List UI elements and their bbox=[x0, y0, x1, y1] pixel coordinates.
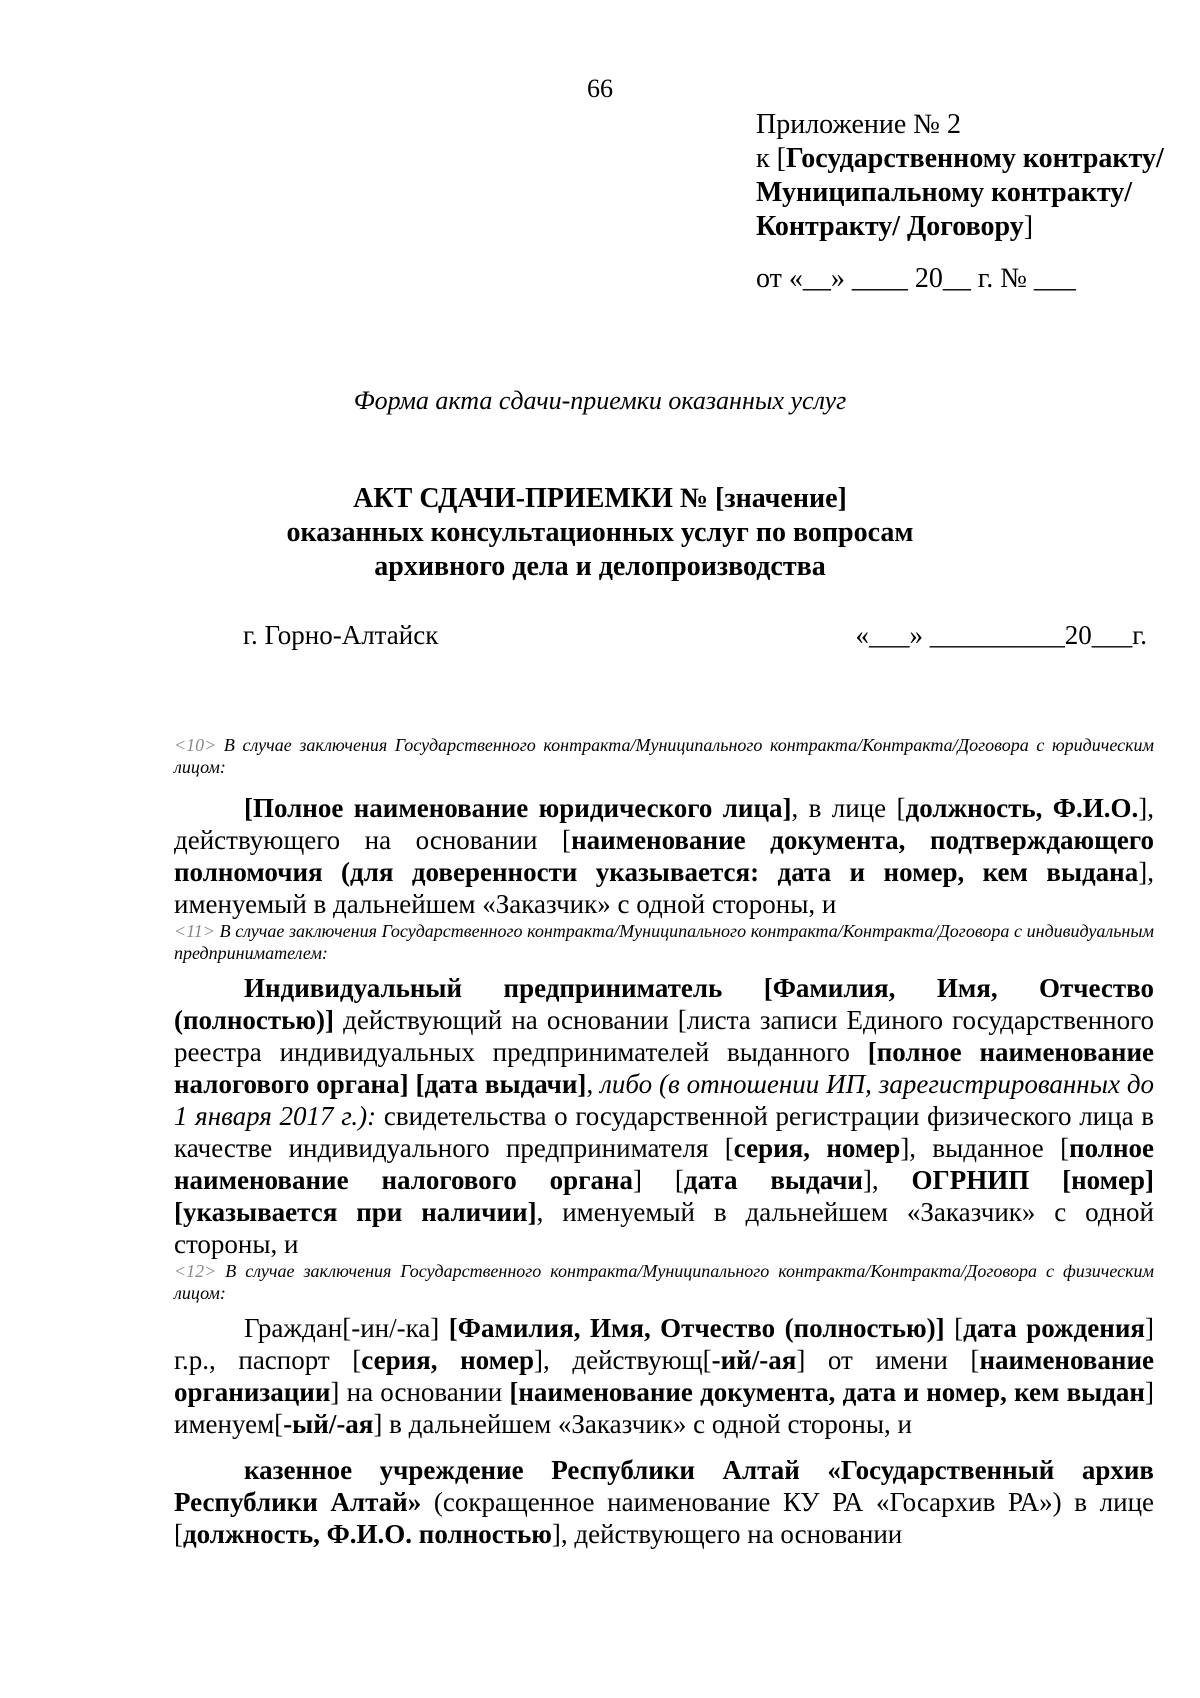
appendix-contract-type: Государственному контракту/Муниципальному контракту/Контракту/ Договору bbox=[756, 143, 1164, 242]
footnote-12: <12> В случае заключения Государственного контракта/Муниципального контракта/Контракта/Договора с физическим лицом: bbox=[174, 1261, 1154, 1303]
paragraph-individual: Граждан[-ин/-ка] [Фамилия, Имя, Отчество (полностью)] [дата рождения] г.р., паспорт [серия, номер], действующ[-ий/-ая] от имени [наименование организации] на основании [наименование документа, дата и номер, кем выдан] именуем[-ый/-ая] в дальнейшем «Заказчик» с одной стороны, и bbox=[174, 1313, 1154, 1439]
form-title: Форма акта сдачи-приемки оказанных услуг bbox=[353, 386, 847, 415]
city-name: г. Горно-Алтайск bbox=[243, 620, 439, 650]
paragraph-entrepreneur: Индивидуальный предприниматель [Фамилия, Имя, Отчество (полностью)] действующий на основании [листа записи Единого государственного реестра индивидуальных предпринимателей выданного [полное наименование налогового органа] [дата выдачи], либо (в отношении ИП, зарегистрированных до 1 января 2017 г.): свидетельства о государственной регистрации физического лица в качестве индивидуального предпринимателя [серия, номер], выданное [полное наименование налогового органа] [дата выдачи], ОГРНИП [номер] [указывается при наличии], именуемый в дальнейшем «Заказчик» с одной стороны, и bbox=[174, 973, 1155, 1259]
appendix-block bbox=[756, 108, 1176, 296]
act-title bbox=[0, 482, 1200, 584]
footnote-11: <11> В случае заключения Государственного контракта/Муниципального контракта/Контракта/Договора с индивидуальным предпринимателем: bbox=[174, 921, 1154, 963]
act-title-line1: АКТ СДАЧИ-ПРИЕМКИ № [значение] bbox=[353, 483, 847, 514]
act-title-line2: оказанных консультационных услуг по вопросам bbox=[286, 517, 914, 548]
date-field: «___» __________20___г. bbox=[855, 620, 1147, 650]
act-title-line3: архивного дела и делопроизводства bbox=[374, 551, 826, 582]
appendix-line2: к [Государственному контракту/Муниципальному контракту/Контракту/ Договору] bbox=[756, 143, 1164, 242]
paragraph-legal-entity: [Полное наименование юридического лица], в лице [должность, Ф.И.О.], действующего на основании [наименование документа, подтверждающего полномочия (для доверенности указывается: дата и номер, кем выдана], именуемый в дальнейшем «Заказчик» с одной стороны, и bbox=[174, 793, 1154, 919]
appendix-date-line: от «__» ____ 20__ г. № ___ bbox=[756, 263, 1076, 294]
paragraph-archive: казенное учреждение Республики Алтай «Государственный архив Республики Алтай» (сокращенное наименование КУ РА «Госархив РА») в лице [должность, Ф.И.О. полностью], действующего на основании bbox=[174, 1455, 1154, 1549]
appendix-line1: Приложение № 2 bbox=[756, 109, 961, 140]
page-number: 66 bbox=[587, 74, 613, 103]
footnote-10: <10> В случае заключения Государственного контракта/Муниципального контракта/Контракта/Договора с юридическим лицом: bbox=[174, 735, 1154, 777]
document-body bbox=[174, 734, 1154, 1550]
